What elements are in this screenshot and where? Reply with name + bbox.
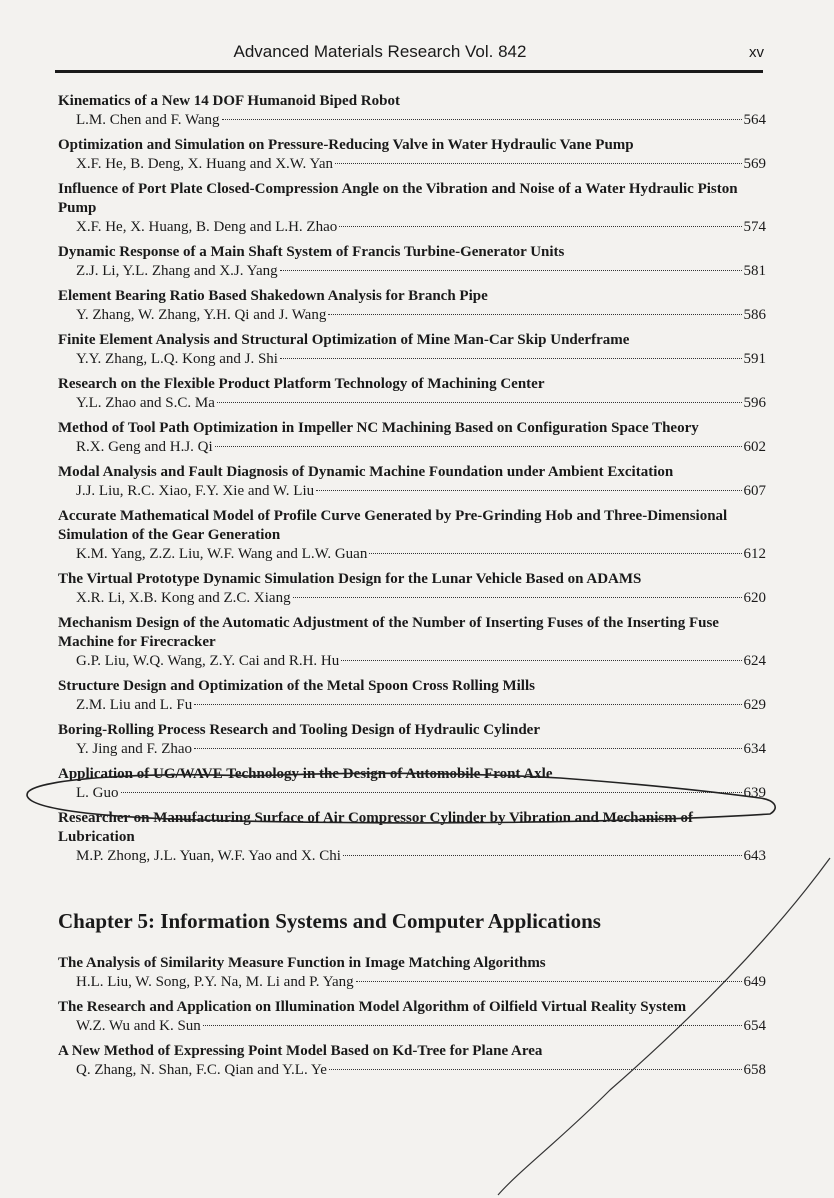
dot-leader — [222, 119, 742, 120]
dot-leader — [280, 270, 742, 271]
entry-authors: X.F. He, B. Deng, X. Huang and X.W. Yan — [76, 156, 333, 172]
entry-page-number: 596 — [743, 395, 766, 411]
entry-authors: M.P. Zhong, J.L. Yuan, W.F. Yao and X. Chi — [76, 848, 341, 864]
entry-title: A New Method of Expressing Point Model Based on Kd-Tree for Plane Area — [58, 1043, 543, 1059]
toc-entry — [58, 463, 766, 501]
entry-authors: Y. Jing and F. Zhao — [76, 741, 193, 757]
toc-entry — [58, 809, 766, 866]
toc-entry — [58, 1042, 766, 1080]
entry-page-number: 612 — [743, 546, 766, 562]
dot-leader — [369, 553, 741, 554]
entry-page-number: 569 — [743, 156, 766, 172]
entry-title: Modal Analysis and Fault Diagnosis of Dynamic Machine Foundation under Ambient Excitation — [58, 464, 674, 480]
entry-title: Application of UG/WAVE Technology in the Design of Automobile Front Axle — [58, 766, 553, 782]
entry-title: Accurate Mathematical Model of Profile Curve Generated by Pre-Grinding Hob and Three-Dimensional Simulation of the Gear Generation — [58, 508, 728, 543]
dot-leader — [335, 163, 742, 164]
dot-leader — [194, 748, 741, 749]
entry-authors: L. Guo — [76, 785, 119, 801]
entry-page-number: 591 — [743, 351, 766, 367]
entry-author-line — [58, 784, 766, 803]
entry-page-number: 643 — [743, 848, 766, 864]
entry-title: Element Bearing Ratio Based Shakedown Analysis for Branch Pipe — [58, 288, 488, 304]
entry-author-line — [58, 482, 766, 501]
toc-entry — [58, 331, 766, 369]
dot-leader — [341, 660, 741, 661]
toc-entry — [58, 765, 766, 803]
entry-author-line — [58, 740, 766, 759]
toc-entry — [58, 677, 766, 715]
entry-authors: Q. Zhang, N. Shan, F.C. Qian and Y.L. Ye — [76, 1062, 327, 1078]
entry-title: Research on the Flexible Product Platform Technology of Machining Center — [58, 376, 545, 392]
entry-authors: X.R. Li, X.B. Kong and Z.C. Xiang — [76, 590, 291, 606]
entry-authors: K.M. Yang, Z.Z. Liu, W.F. Wang and L.W. Guan — [76, 546, 368, 562]
toc-entry — [58, 721, 766, 759]
dot-leader — [329, 1069, 742, 1070]
entry-author-line — [58, 218, 766, 237]
entry-author-line — [58, 1017, 766, 1036]
entries-after-list — [58, 954, 766, 1080]
entry-title: Influence of Port Plate Closed-Compression Angle on the Vibration and Noise of a Water Hydraulic Piston Pump — [58, 181, 738, 216]
entry-authors: Z.M. Liu and L. Fu — [76, 697, 193, 713]
entry-authors: R.X. Geng and H.J. Qi — [76, 439, 213, 455]
entry-authors: Z.J. Li, Y.L. Zhang and X.J. Yang — [76, 263, 278, 279]
running-header — [0, 0, 834, 70]
toc-entry — [58, 998, 766, 1036]
entry-author-line — [58, 973, 766, 992]
entry-authors: X.F. He, X. Huang, B. Deng and L.H. Zhao — [76, 219, 338, 235]
chapter-heading: Chapter 5: Information Systems and Computer Applications — [58, 909, 601, 933]
journal-title: Advanced Materials Research Vol. 842 — [233, 42, 527, 61]
entry-author-line — [58, 847, 766, 866]
dot-leader — [215, 446, 742, 447]
entry-title: Dynamic Response of a Main Shaft System of Francis Turbine-Generator Units — [58, 244, 565, 260]
entry-title: Kinematics of a New 14 DOF Humanoid Biped Robot — [58, 93, 400, 109]
dot-leader — [343, 855, 742, 856]
entry-page-number: 607 — [743, 483, 766, 499]
entry-authors: Y. Zhang, W. Zhang, Y.H. Qi and J. Wang — [76, 307, 327, 323]
entry-title: Method of Tool Path Optimization in Impeller NC Machining Based on Configuration Space Theory — [58, 420, 699, 436]
toc-entry — [58, 287, 766, 325]
entry-authors: Y.Y. Zhang, L.Q. Kong and J. Shi — [76, 351, 278, 367]
page-number: xv — [749, 44, 764, 61]
toc-entry — [58, 419, 766, 457]
entry-author-line — [58, 545, 766, 564]
table-of-contents — [58, 92, 766, 1086]
entry-title: The Virtual Prototype Dynamic Simulation Design for the Lunar Vehicle Based on ADAMS — [58, 571, 642, 587]
entry-page-number: 602 — [743, 439, 766, 455]
dot-leader — [280, 358, 742, 359]
entry-author-line — [58, 350, 766, 369]
entry-author-line — [58, 262, 766, 281]
entry-title: Researcher on Manufacturing Surface of Air Compressor Cylinder by Vibration and Mechanism of Lubrication — [58, 810, 693, 845]
dot-leader — [316, 490, 741, 491]
entry-author-line — [58, 438, 766, 457]
entry-author-line — [58, 394, 766, 413]
entry-title: Optimization and Simulation on Pressure-Reducing Valve in Water Hydraulic Vane Pump — [58, 137, 634, 153]
entry-page-number: 654 — [743, 1018, 766, 1034]
entry-title: Mechanism Design of the Automatic Adjustment of the Number of Inserting Fuses of the Inserting Fuse Machine for Firecracker — [58, 615, 719, 650]
entry-page-number: 586 — [743, 307, 766, 323]
toc-entry — [58, 375, 766, 413]
entry-author-line — [58, 155, 766, 174]
entry-page-number: 620 — [743, 590, 766, 606]
entry-page-number: 574 — [743, 219, 766, 235]
dot-leader — [203, 1025, 742, 1026]
entry-author-line — [58, 589, 766, 608]
toc-entry — [58, 954, 766, 992]
entry-page-number: 581 — [743, 263, 766, 279]
entry-page-number: 634 — [743, 741, 766, 757]
entry-title: The Research and Application on Illumination Model Algorithm of Oilfield Virtual Reality System — [58, 999, 687, 1015]
entry-author-line — [58, 1061, 766, 1080]
dot-leader — [356, 981, 742, 982]
dot-leader — [194, 704, 741, 705]
entry-title: The Analysis of Similarity Measure Function in Image Matching Algorithms — [58, 955, 546, 971]
entry-author-line — [58, 306, 766, 325]
dot-leader — [293, 597, 742, 598]
entry-title: Structure Design and Optimization of the Metal Spoon Cross Rolling Mills — [58, 678, 535, 694]
toc-entry — [58, 570, 766, 608]
entry-authors: L.M. Chen and F. Wang — [76, 112, 220, 128]
entry-title: Boring-Rolling Process Research and Tooling Design of Hydraulic Cylinder — [58, 722, 540, 738]
entry-page-number: 639 — [743, 785, 766, 801]
entry-title: Finite Element Analysis and Structural Optimization of Mine Man-Car Skip Underframe — [58, 332, 630, 348]
entry-authors: W.Z. Wu and K. Sun — [76, 1018, 201, 1034]
toc-entry — [58, 180, 766, 237]
entry-page-number: 649 — [743, 974, 766, 990]
toc-entry — [58, 614, 766, 671]
dot-leader — [121, 792, 742, 793]
dot-leader — [339, 226, 741, 227]
dot-leader — [217, 402, 742, 403]
entry-page-number: 564 — [743, 112, 766, 128]
entries-before-list — [58, 92, 766, 866]
entry-authors: H.L. Liu, W. Song, P.Y. Na, M. Li and P. Yang — [76, 974, 354, 990]
entry-author-line — [58, 696, 766, 715]
entry-authors: Y.L. Zhao and S.C. Ma — [76, 395, 215, 411]
entry-authors: J.J. Liu, R.C. Xiao, F.Y. Xie and W. Liu — [76, 483, 315, 499]
toc-entry — [58, 92, 766, 130]
entry-page-number: 624 — [743, 653, 766, 669]
dot-leader — [328, 314, 741, 315]
entry-author-line — [58, 111, 766, 130]
toc-entry — [58, 243, 766, 281]
entry-page-number: 629 — [743, 697, 766, 713]
entry-authors: G.P. Liu, W.Q. Wang, Z.Y. Cai and R.H. Hu — [76, 653, 340, 669]
toc-entry — [58, 507, 766, 564]
header-rule — [55, 70, 763, 73]
toc-entry — [58, 136, 766, 174]
entry-author-line — [58, 652, 766, 671]
entry-page-number: 658 — [743, 1062, 766, 1078]
